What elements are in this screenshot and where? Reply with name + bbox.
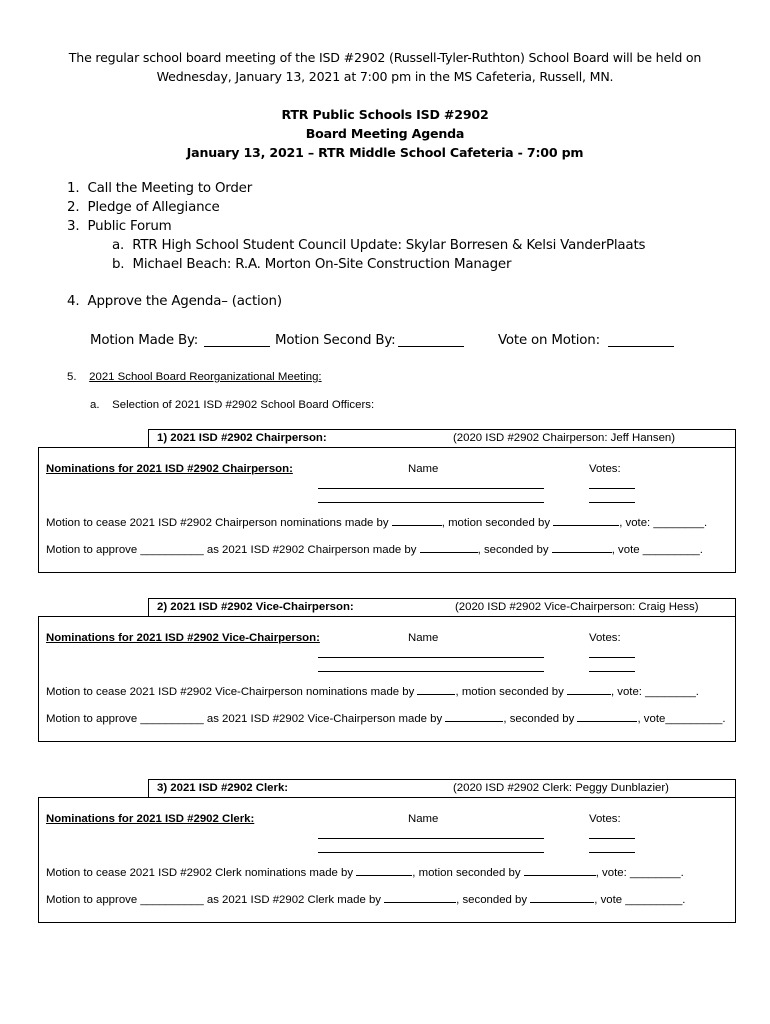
motion-made-by-blank[interactable] bbox=[204, 346, 270, 347]
officer-tab-vice-chairperson bbox=[148, 598, 736, 616]
agenda-item-3 bbox=[67, 219, 171, 234]
cease-text: , motion seconded by bbox=[455, 686, 567, 698]
prior-officer: (2020 ISD #2902 Chairperson: Jeff Hansen) bbox=[453, 432, 676, 444]
cease-nominations-line bbox=[46, 686, 699, 698]
vote-on-motion-blank[interactable] bbox=[608, 346, 674, 347]
seconded-by-blank[interactable] bbox=[530, 901, 594, 903]
officer-box-chairperson bbox=[38, 447, 736, 573]
nominee-votes-blank[interactable] bbox=[589, 488, 635, 489]
agenda-item-text: 2021 School Board Reorganizational Meeting: bbox=[89, 371, 322, 383]
nominee-votes-blank[interactable] bbox=[589, 657, 635, 658]
made-by-blank[interactable] bbox=[445, 720, 503, 722]
nominee-name-blank[interactable] bbox=[318, 671, 544, 672]
motion-made-by-label: Motion Made By: bbox=[90, 333, 199, 348]
subitem-letter: b. bbox=[112, 257, 125, 272]
nominee-votes-blank[interactable] bbox=[589, 838, 635, 839]
nominee-name-blank[interactable] bbox=[318, 502, 544, 503]
approve-line bbox=[46, 713, 726, 725]
nominee-votes-blank[interactable] bbox=[589, 671, 635, 672]
subitem-text: Selection of 2021 ISD #2902 School Board Officers: bbox=[112, 399, 375, 411]
cease-nominations-line bbox=[46, 517, 707, 529]
approve-line bbox=[46, 544, 703, 556]
agenda-subitem-a bbox=[112, 238, 645, 253]
cease-text: , vote: ________. bbox=[595, 867, 684, 879]
nominee-name-blank[interactable] bbox=[318, 838, 544, 839]
nominations-label: Nominations for 2021 ISD #2902 Chairperson: bbox=[46, 463, 293, 475]
name-column-label: Name bbox=[408, 813, 439, 825]
agenda-item-text: Pledge of Allegiance bbox=[87, 200, 220, 215]
officer-tab-clerk bbox=[148, 779, 736, 797]
approve-text: Motion to approve __________ as 2021 ISD #2902 Clerk made by bbox=[46, 894, 385, 906]
agenda-item-5a bbox=[90, 399, 374, 411]
votes-column-label: Votes: bbox=[589, 813, 621, 825]
seconded-by-blank[interactable] bbox=[552, 551, 612, 553]
agenda-item-text: Approve the Agenda– (action) bbox=[87, 294, 282, 309]
subitem-text: Michael Beach: R.A. Morton On-Site Construction Manager bbox=[132, 257, 512, 272]
agenda-item-number: 4. bbox=[67, 294, 80, 309]
approve-line bbox=[46, 894, 685, 906]
approve-text: , vote_________. bbox=[637, 713, 726, 725]
approve-text: Motion to approve __________ as 2021 ISD #2902 Vice-Chairperson made by bbox=[46, 713, 446, 725]
officer-title: 2) 2021 ISD #2902 Vice-Chairperson: bbox=[157, 601, 354, 613]
intro-line-2: Wednesday, January 13, 2021 at 7:00 pm in the MS Cafeteria, Russell, MN. bbox=[156, 69, 614, 84]
made-by-blank[interactable] bbox=[384, 901, 456, 903]
agenda-item-2 bbox=[67, 200, 220, 215]
approve-text: , seconded by bbox=[503, 713, 578, 725]
seconded-by-blank[interactable] bbox=[553, 524, 619, 526]
agenda-item-number: 2. bbox=[67, 200, 80, 215]
cease-text: Motion to cease 2021 ISD #2902 Clerk nominations made by bbox=[46, 867, 357, 879]
seconded-by-blank[interactable] bbox=[577, 720, 637, 722]
agenda-item-text: Public Forum bbox=[87, 219, 172, 234]
cease-text: , motion seconded by bbox=[412, 867, 524, 879]
agenda-item-number: 3. bbox=[67, 219, 80, 234]
approve-text: Motion to approve __________ as 2021 ISD #2902 Chairperson made by bbox=[46, 544, 420, 556]
subitem-letter: a. bbox=[90, 399, 100, 411]
cease-text: Motion to cease 2021 ISD #2902 Vice-Chairperson nominations made by bbox=[46, 686, 418, 698]
nominee-votes-blank[interactable] bbox=[589, 502, 635, 503]
name-column-label: Name bbox=[408, 632, 439, 644]
approve-text: , vote _________. bbox=[611, 544, 703, 556]
officer-tab-chairperson bbox=[148, 429, 736, 447]
prior-officer: (2020 ISD #2902 Vice-Chairperson: Craig Hess) bbox=[455, 601, 699, 613]
agenda-item-number: 1. bbox=[67, 181, 80, 196]
seconded-by-blank[interactable] bbox=[524, 874, 596, 876]
votes-column-label: Votes: bbox=[589, 463, 621, 475]
nominee-name-blank[interactable] bbox=[318, 488, 544, 489]
name-column-label: Name bbox=[408, 463, 439, 475]
seconded-by-blank[interactable] bbox=[567, 693, 611, 695]
motion-second-by-label: Motion Second By: bbox=[275, 333, 396, 348]
votes-column-label: Votes: bbox=[589, 632, 621, 644]
header-date: January 13, 2021 – RTR Middle School Cafeteria - 7:00 pm bbox=[186, 145, 584, 160]
cease-text: , vote: ________. bbox=[619, 517, 708, 529]
nominations-label: Nominations for 2021 ISD #2902 Vice-Chairperson: bbox=[46, 632, 320, 644]
approve-text: , seconded by bbox=[477, 544, 552, 556]
made-by-blank[interactable] bbox=[420, 551, 478, 553]
agenda-item-4 bbox=[67, 294, 282, 309]
nominee-votes-blank[interactable] bbox=[589, 852, 635, 853]
agenda-subitem-b bbox=[112, 257, 511, 272]
agenda-item-1 bbox=[67, 181, 252, 196]
nominee-name-blank[interactable] bbox=[318, 852, 544, 853]
officer-box-vice-chairperson bbox=[38, 616, 736, 742]
made-by-blank[interactable] bbox=[356, 874, 412, 876]
officer-box-clerk bbox=[38, 797, 736, 923]
header-title: Board Meeting Agenda bbox=[305, 126, 465, 141]
agenda-item-number: 5. bbox=[67, 371, 77, 383]
made-by-blank[interactable] bbox=[392, 524, 442, 526]
motion-second-by-blank[interactable] bbox=[398, 346, 464, 347]
prior-officer: (2020 ISD #2902 Clerk: Peggy Dunblazier) bbox=[453, 782, 669, 794]
agenda-item-5 bbox=[67, 371, 322, 383]
officer-title: 1) 2021 ISD #2902 Chairperson: bbox=[157, 432, 327, 444]
approve-text: , vote _________. bbox=[594, 894, 686, 906]
approve-text: , seconded by bbox=[456, 894, 531, 906]
officer-title: 3) 2021 ISD #2902 Clerk: bbox=[157, 782, 289, 794]
header-district: RTR Public Schools ISD #2902 bbox=[281, 107, 489, 122]
intro-line-1: The regular school board meeting of the ISD #2902 (Russell-Tyler-Ruthton) School Board will be held on bbox=[68, 50, 702, 65]
made-by-blank[interactable] bbox=[417, 693, 455, 695]
cease-nominations-line bbox=[46, 867, 684, 879]
nominations-label: Nominations for 2021 ISD #2902 Clerk: bbox=[46, 813, 255, 825]
vote-on-motion-label: Vote on Motion: bbox=[498, 333, 600, 348]
cease-text: , motion seconded by bbox=[441, 517, 554, 529]
subitem-text: RTR High School Student Council Update: Skylar Borresen & Kelsi VanderPlaats bbox=[132, 238, 646, 253]
agenda-item-text: Call the Meeting to Order bbox=[87, 181, 252, 196]
cease-text: Motion to cease 2021 ISD #2902 Chairperson nominations made by bbox=[46, 517, 392, 529]
subitem-letter: a. bbox=[112, 238, 125, 253]
cease-text: , vote: ________. bbox=[610, 686, 699, 698]
nominee-name-blank[interactable] bbox=[318, 657, 544, 658]
